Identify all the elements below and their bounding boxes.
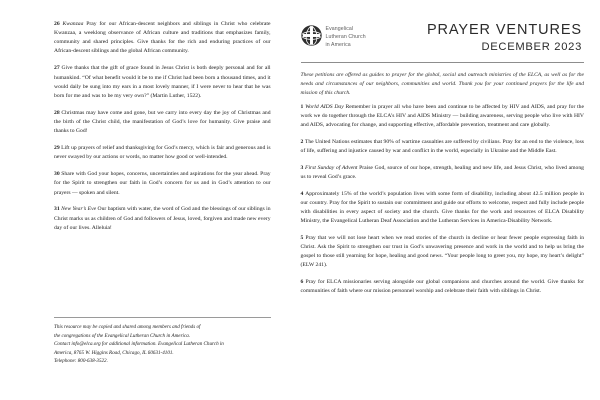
entry-number: 29: [54, 145, 62, 152]
entry-observance: First Sunday of Advent: [305, 164, 360, 171]
entry-text: Lift up prayers of relief and thanksgiving for God’s mercy, which is fair and generous and is never swayed by our actions or words, no matter how good or well-intended.: [54, 145, 271, 161]
entry-text: Approximately 15% of the world’s population lives with some form of disability, including about 42.5 million people in our country. Pray for the Spirit to sustain our commitment and guide our efforts to welcome, respect and fully include people with disabilities in every aspect of society and the church. Give thanks for the work and resources of ELCA Disability Ministry, the Evangelical Lutheran Deaf Association and the Lutheran Services in America-Disability Network.: [300, 190, 584, 225]
entry-number: 28: [54, 109, 62, 116]
entry-observance: Kwanzaa: [62, 21, 87, 27]
masthead: [301, 20, 584, 55]
entry-number: 5: [300, 234, 306, 241]
prayer-entry: [54, 205, 271, 232]
prayer-entry: [54, 64, 271, 101]
footer-telephone-line: Telephone: 800-638-3522.: [54, 358, 108, 365]
footer-address-line: America, 8765 W. Higgins Road, Chicago, IL 60631-4101.: [54, 349, 174, 356]
brand-lockup: [301, 23, 366, 49]
prayer-entry: [54, 20, 271, 57]
entry-text: Our baptism with water, the word of God and the blessings of our siblings in Christ marks us as children of God and followers of Jesus, loved, forgiven and made new every day of our lives. Alleluia!: [54, 206, 271, 231]
footer-copy-line: This resource may be copied and shared among members and friends of: [54, 324, 201, 331]
footer-divider: [54, 317, 271, 318]
entry-number: 26: [54, 21, 63, 27]
intro-paragraph: These petitions are offered as guides to prayer for the global, social and outreach ministries of the ELCA, as well as for the needs and circumstances of our neighbors, communities and world. Thank you for your continued prayers for the life and mission of this church.: [300, 72, 584, 97]
entry-text: Give thanks that the gift of grace found in Jesus Christ is both deeply personal and for all humankind. “Of what benefit would it be to me if Christ had been born a thousand times, and it would daily be sung into my ears in a most lovely manner, if I were never to hear that he was born for me and was to be my very own?” (Martin Luther, 1522).: [54, 65, 271, 99]
brand-line-2: Lutheran Church: [325, 33, 366, 40]
footer-copy-line: the congregations of the Evangelical Lutheran Church in America.: [54, 332, 191, 339]
entry-text: The United Nations estimates that 90% of wartime casualties are suffered by civilians. Pray for an end to the violence, loss of life, suffering and injustice caused by war and conflict in the world, especially in Ukraine and the Middle East.: [300, 138, 584, 155]
entry-observance: World AIDS Day: [305, 104, 346, 110]
prayer-entry: [301, 164, 584, 182]
entry-number: 1: [300, 104, 306, 110]
prayer-entry: [54, 170, 271, 197]
header-divider: [301, 62, 584, 63]
entry-number: 30: [54, 171, 62, 178]
prayer-entry: [301, 103, 584, 130]
entry-text: Pray for our African-descent neighbors and siblings in Christ who celebrate Kwanzaa, a weeklong observance of African culture and traditions that emphasizes family, community and shared principles. Give thanks for the rich and enduring practices of our African-descent siblings and the global African community.: [54, 21, 271, 55]
elca-cross-globe-logo-icon: [301, 25, 322, 46]
page-subtitle: DECEMBER 2023: [481, 40, 582, 53]
entry-text: Christmas may have come and gone, but we carry into every day the joy of Christmas and the birth of the Christ child, the manifestation of God’s love for humanity. Give praise and thanks to God!: [54, 109, 271, 135]
prayer-entry: [301, 138, 584, 156]
right-column: [293, 20, 592, 392]
prayer-entry: [54, 109, 271, 136]
entry-text: Remember in prayer all who have been and continue to be affected by HIV and AIDS, and pray for the work we do together through the ELCA’s HIV and AIDS Ministry — building awareness, serving people who live with HIV and AIDS, advocating for change, and supporting effective, affordable prevention, treatment and care globally.: [300, 104, 584, 129]
entry-text: Pray for ELCA missionaries serving alongside our global companions and churches around the world. Give thanks for communities of faith where our mission personnel worship and celebrate their faith with siblings in Christ.: [300, 278, 584, 294]
entry-number: 4: [300, 190, 306, 197]
entry-text: Praise God, source of our hope, strength, healing and new life, and Jesus Christ, who lived among us to reveal God’s grace.: [300, 164, 584, 180]
entry-number: 31: [54, 206, 62, 213]
prayer-entry: [301, 278, 584, 296]
entry-number: 6: [300, 278, 306, 285]
left-column: [8, 20, 293, 392]
entry-number: 3: [300, 164, 306, 171]
page-title: PRAYER VENTURES: [426, 22, 582, 38]
entry-text: Share with God your hopes, concerns, uncertainties and aspirations for the year ahead. Pray for the Spirit to strengthen our faith in God’s concern for us and in God’s attention to our prayers — spoken and silent.: [54, 171, 271, 196]
prayer-entry: [301, 190, 584, 227]
brand-line-1: Evangelical: [325, 26, 354, 32]
entry-observance: New Year’s Eve: [61, 206, 98, 213]
prayer-entry: [301, 234, 584, 271]
entry-number: 2: [300, 138, 305, 145]
prayer-entry: [54, 144, 271, 162]
title-block: [427, 23, 584, 55]
brand-line-3: in America: [325, 41, 351, 48]
entry-number: 27: [54, 65, 62, 72]
brand-name: [326, 25, 366, 49]
footer-block: [54, 317, 271, 366]
footer-contact-line: Contact info@elca.org for additional information. Evangelical Lutheran Church in: [54, 341, 224, 348]
entry-text: Pray that we will not lose heart when we read stories of the church in decline or hear fewer people expressing faith in Christ. Ask the Spirit to strengthen our trust in God’s unwavering presence and work in the world and to help us bring the gospel to those still yearning for hope, healing and good news. “Your people long to greet you, my hope, my heart’s delight” (ELW 241).: [300, 234, 585, 269]
